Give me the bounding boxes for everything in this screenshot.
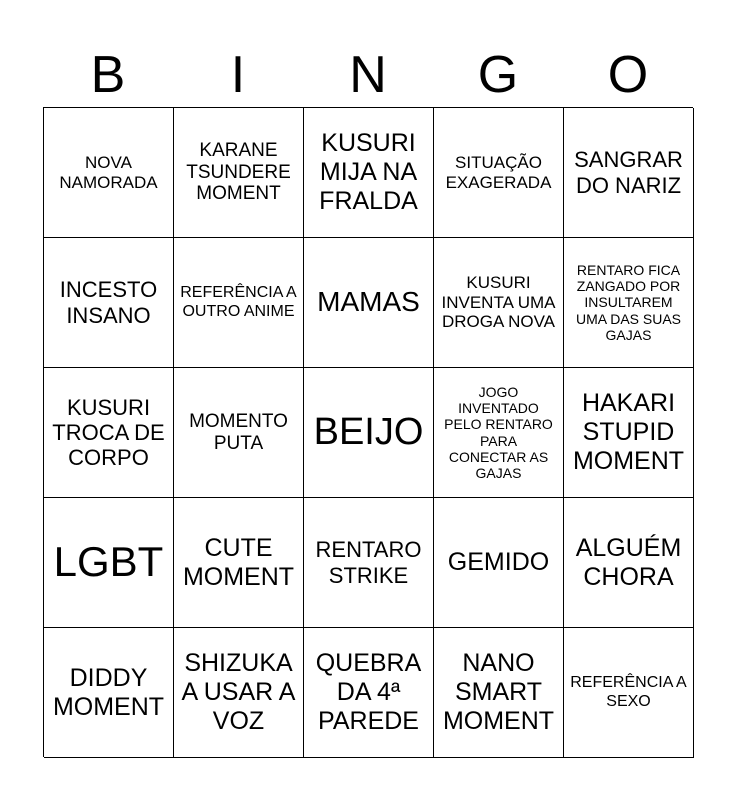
cell-text: REFERÊNCIA A OUTRO ANIME [180, 284, 297, 320]
cell-text: KUSURI TROCA DE CORPO [52, 394, 165, 471]
bingo-cell[interactable] [304, 108, 434, 238]
cell-text: BEIJO [313, 410, 424, 453]
cell-text: INCESTO INSANO [59, 277, 158, 328]
header-letter-i: I [230, 46, 246, 104]
bingo-cell[interactable] [304, 238, 434, 368]
cell-text: NOVA NAMORADA [59, 152, 158, 192]
cell-text: RENTARO STRIKE [315, 537, 422, 588]
cell-text: MOMENTO PUTA [189, 410, 288, 454]
bingo-cell[interactable] [564, 238, 694, 368]
bingo-cell[interactable] [44, 368, 174, 498]
cell-text: HAKARI STUPID MOMENT [572, 389, 685, 475]
header-letter-n: N [349, 46, 387, 104]
bingo-cell[interactable] [174, 628, 304, 758]
cell-text: KARANE TSUNDERE MOMENT [186, 139, 291, 205]
cell-text: REFERÊNCIA A SEXO [570, 674, 687, 710]
cell-text: KUSURI INVENTA UMA DROGA NOVA [441, 273, 556, 332]
bingo-cell[interactable] [44, 628, 174, 758]
bingo-cell[interactable] [304, 628, 434, 758]
bingo-cell[interactable] [304, 498, 434, 628]
header-letter-b: B [90, 46, 126, 104]
bingo-cell[interactable] [44, 498, 174, 628]
cell-text: JOGO INVENTADO PELO RENTARO PARA CONECTAR AS GAJAS [444, 384, 553, 481]
header-letter-o: O [607, 46, 649, 104]
bingo-cell[interactable] [564, 368, 694, 498]
cell-text: ALGUÉM CHORA [575, 533, 682, 591]
cell-text: QUEBRA DA 4ª PAREDE [315, 649, 422, 735]
bingo-cell[interactable] [564, 108, 694, 238]
bingo-cell[interactable] [564, 628, 694, 758]
bingo-cell[interactable] [434, 108, 564, 238]
bingo-cell[interactable] [174, 108, 304, 238]
cell-text: SHIZUKA A USAR A VOZ [181, 649, 296, 735]
cell-text: NANO SMART MOMENT [442, 649, 555, 735]
bingo-cell[interactable] [434, 498, 564, 628]
bingo-cell[interactable] [434, 628, 564, 758]
cell-text: MAMAS [317, 286, 420, 318]
cell-text: CUTE MOMENT [182, 533, 295, 591]
cell-text: GEMIDO [447, 548, 550, 577]
cell-text: SITUAÇÃO EXAGERADA [445, 152, 552, 192]
cell-text: LGBT [53, 538, 164, 586]
cell-text: RENTARO FICA ZANGADO POR INSULTAREM UMA DAS SUAS GAJAS [575, 262, 682, 343]
bingo-cell[interactable] [434, 238, 564, 368]
bingo-cell[interactable] [44, 238, 174, 368]
bingo-cell[interactable] [44, 108, 174, 238]
bingo-cell[interactable] [434, 368, 564, 498]
bingo-cell[interactable] [174, 368, 304, 498]
bingo-cell[interactable] [174, 498, 304, 628]
bingo-cell[interactable] [304, 368, 434, 498]
header-letter-g: G [477, 46, 519, 104]
cell-text: SANGRAR DO NARIZ [574, 147, 683, 198]
cell-text: DIDDY MOMENT [52, 663, 165, 721]
bingo-header [43, 44, 693, 106]
cell-text: KUSURI MIJA NA FRALDA [319, 129, 418, 215]
bingo-cell[interactable] [174, 238, 304, 368]
bingo-grid [43, 107, 693, 757]
bingo-cell[interactable] [564, 498, 694, 628]
